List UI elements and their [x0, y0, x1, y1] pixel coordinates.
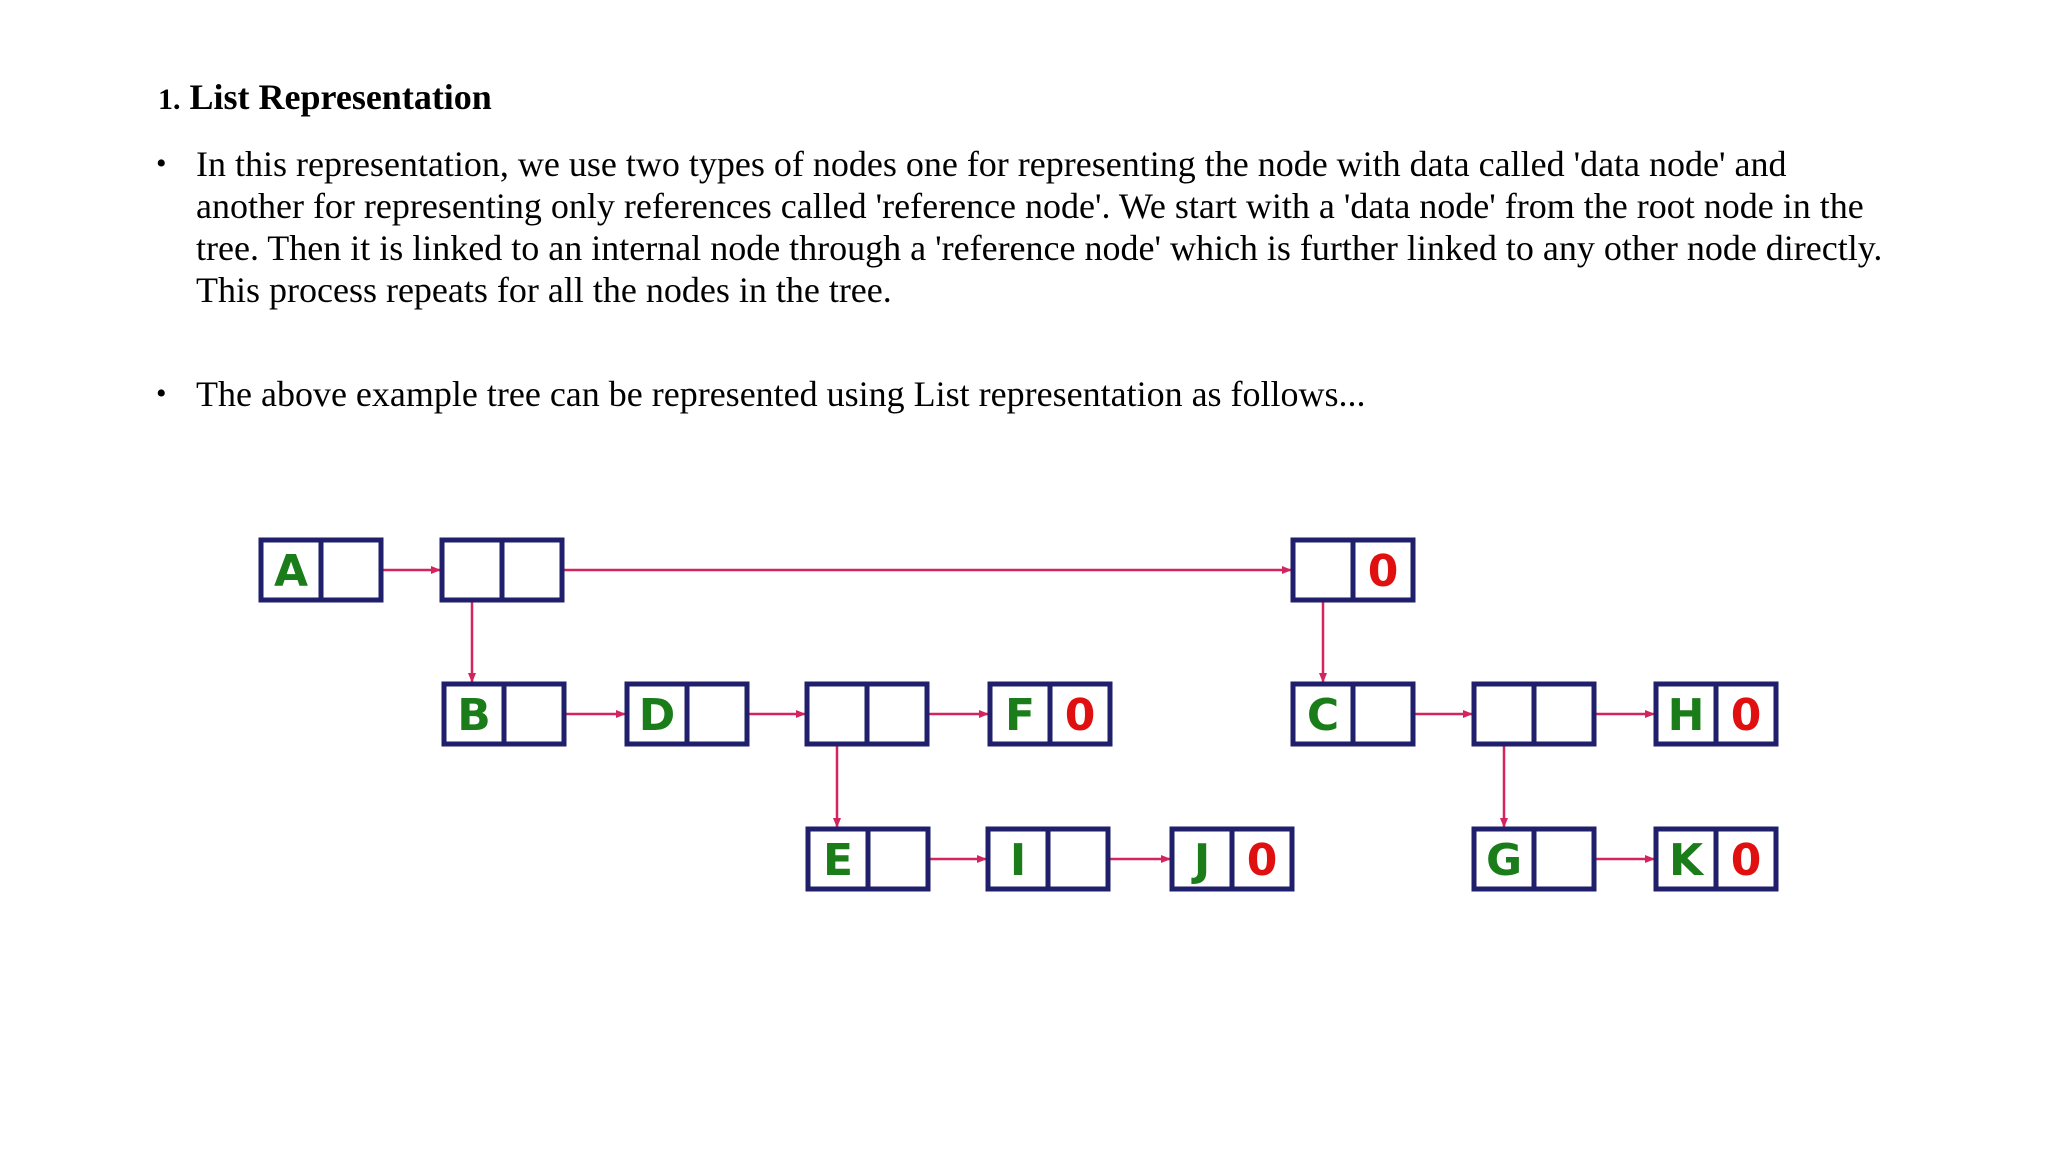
node-data-label: G [1485, 835, 1523, 886]
node-data-label: B [457, 690, 491, 741]
node-r1 [442, 540, 562, 600]
node-b [444, 684, 564, 744]
node-g [1474, 829, 1594, 889]
section-number: 1. [158, 83, 181, 116]
node-i [988, 829, 1108, 889]
node-null-label: 0 [1246, 835, 1278, 886]
node-data-label: H [1667, 690, 1705, 741]
node-r3 [807, 684, 927, 744]
node-data-label: C [1306, 690, 1340, 741]
node-r2 [1293, 540, 1413, 600]
node-null-label: 0 [1730, 835, 1762, 886]
node-data-label: I [1009, 835, 1027, 886]
node-data-label: J [1193, 835, 1211, 886]
node-data-label: K [1668, 835, 1704, 886]
node-k [1656, 829, 1776, 889]
node-data-label: D [638, 690, 676, 741]
node-null-label: 0 [1730, 690, 1762, 741]
node-null-label: 0 [1064, 690, 1096, 741]
bullet-item: • The above example tree can be represented using List representation as follows... [196, 373, 1896, 415]
node-data-label: A [273, 546, 309, 597]
node-f [990, 684, 1110, 744]
node-data-label: E [822, 835, 854, 886]
node-e [808, 829, 928, 889]
bullet-item: • In this representation, we use two types of nodes one for representing the node with data called 'data node' and another for representing only references called 'reference node'. We start with a 'data node' from the root node in the tree. Then it is linked to an internal node through a 'reference node' which is further linked to any other node directly. This process repeats for all the nodes in the tree. [196, 143, 1896, 311]
section-title: List Representation [189, 77, 492, 117]
node-j [1172, 829, 1292, 889]
node-c [1293, 684, 1413, 744]
node-d [627, 684, 747, 744]
node-h [1656, 684, 1776, 744]
node-r4 [1474, 684, 1594, 744]
node-a [261, 540, 381, 600]
node-data-label: F [1004, 690, 1036, 741]
node-null-label: 0 [1367, 546, 1399, 597]
